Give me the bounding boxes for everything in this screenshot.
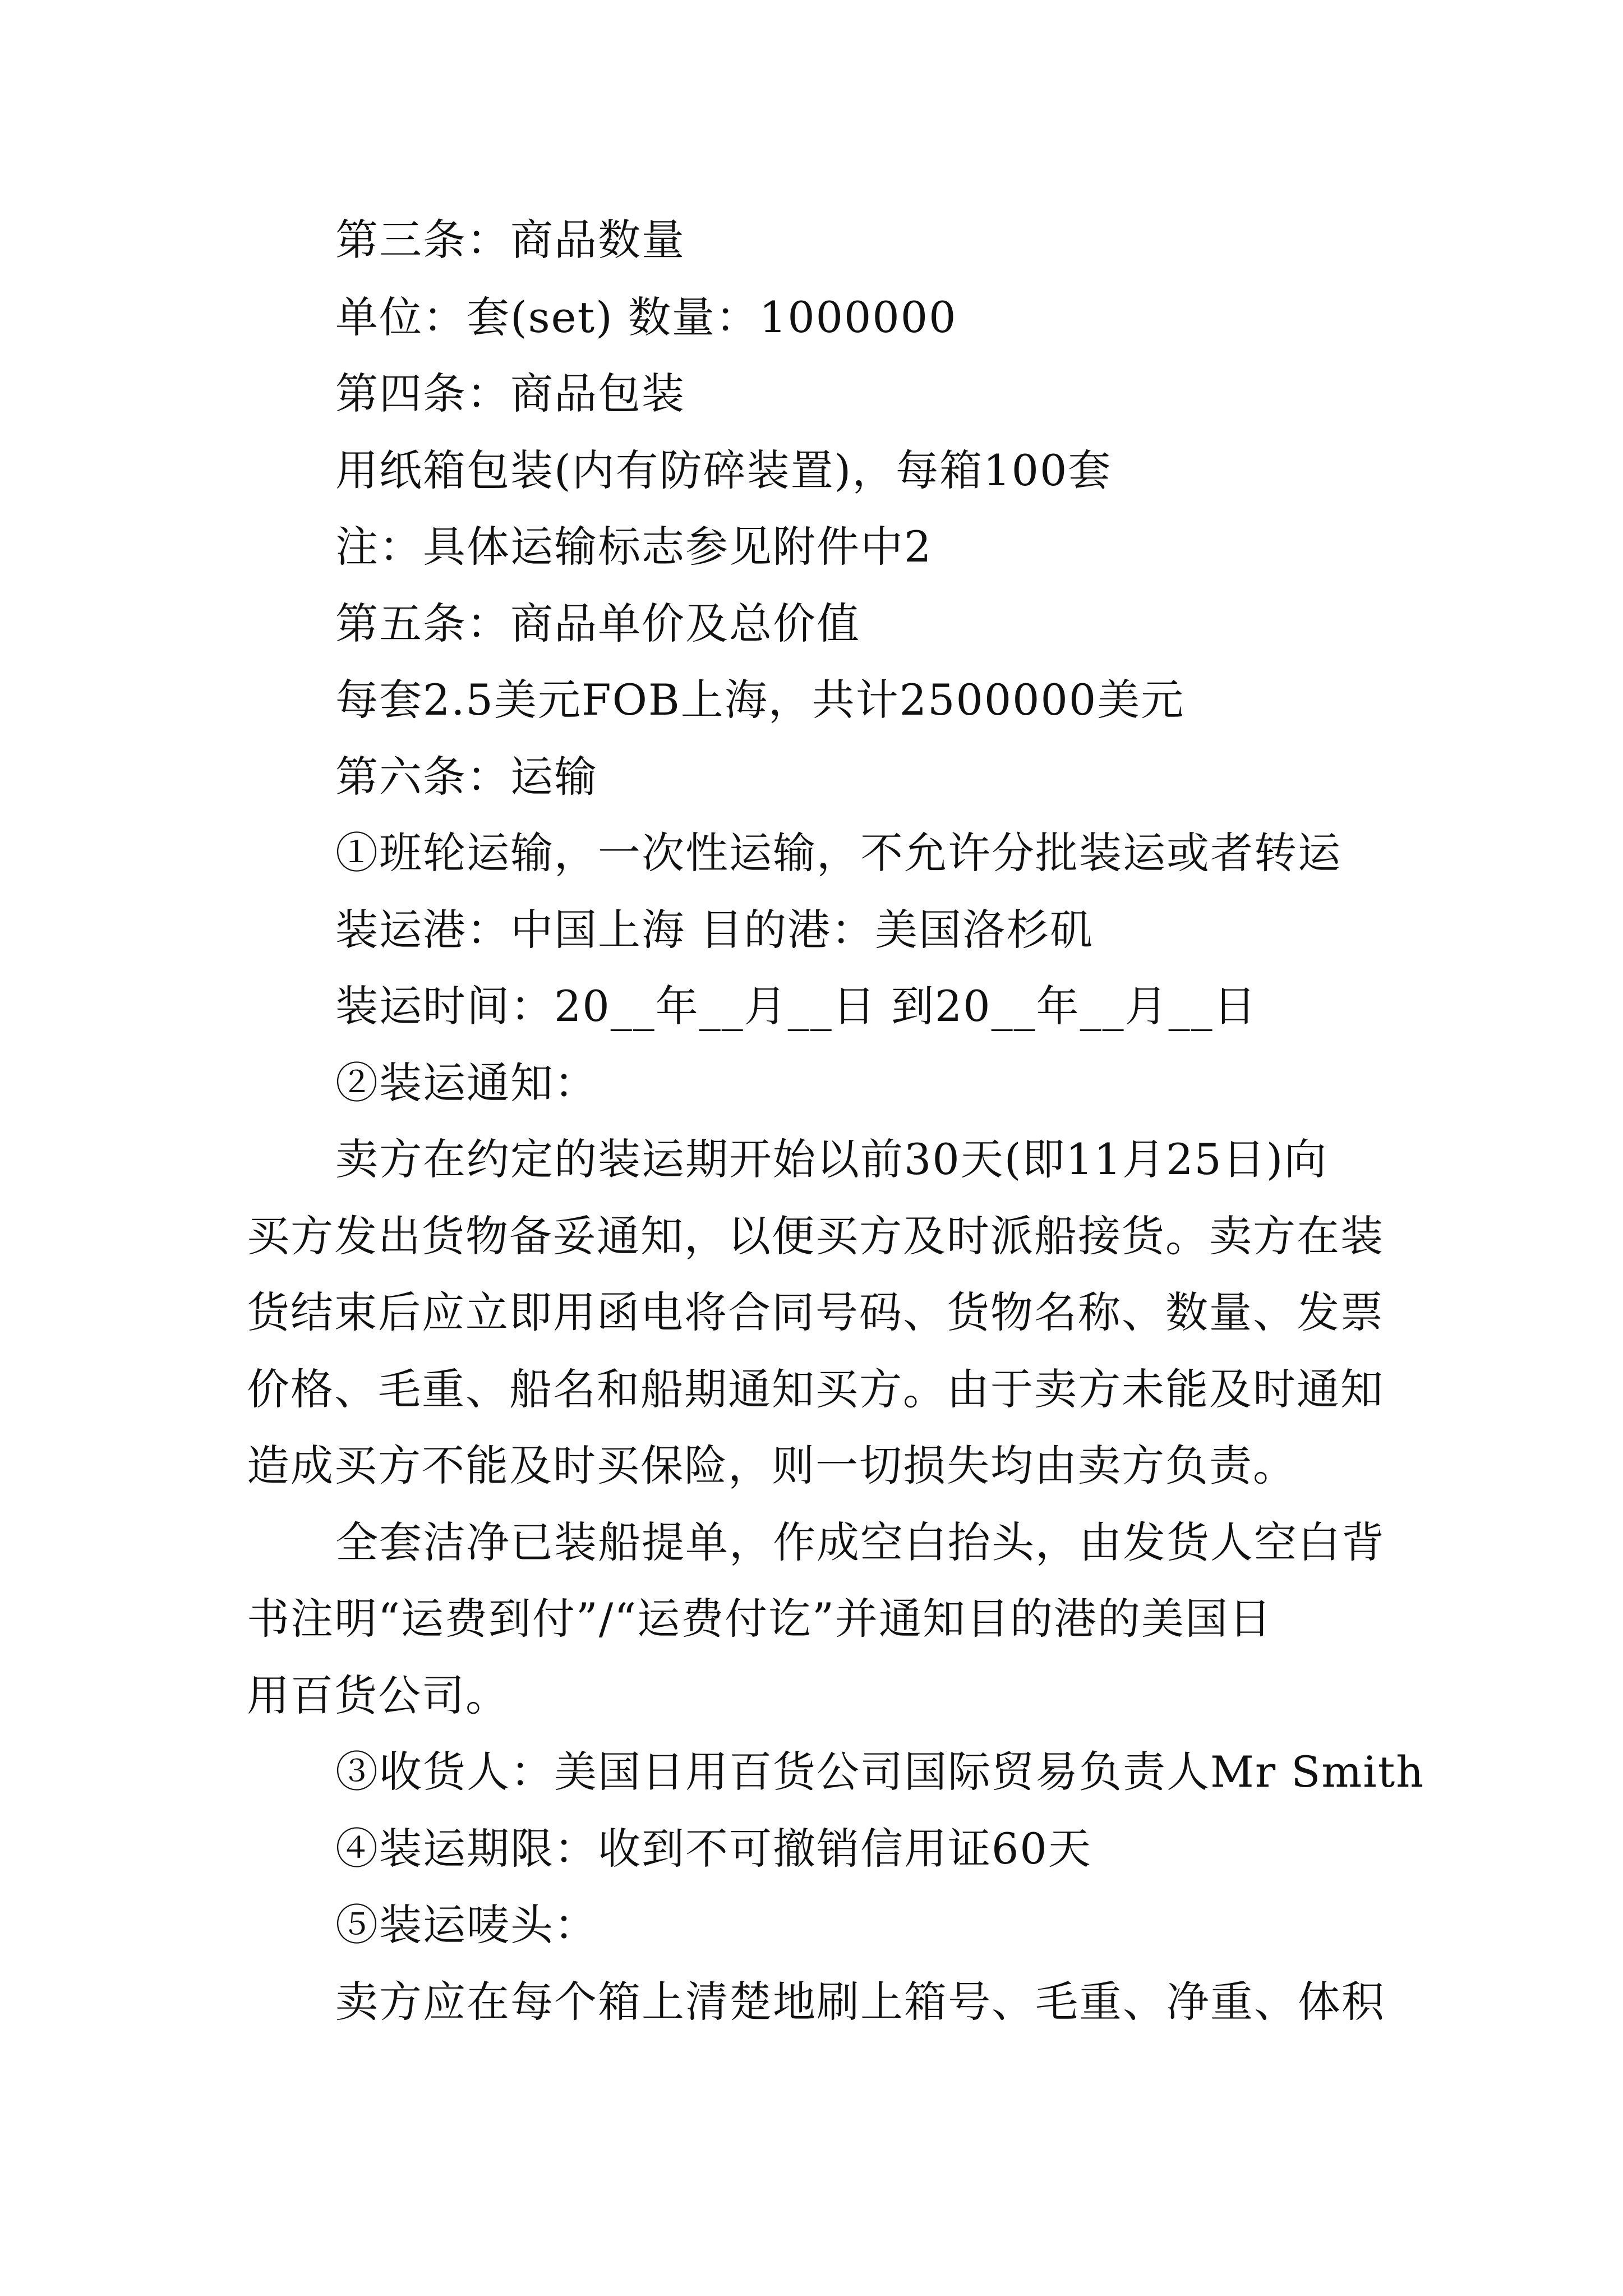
shipping-item-2: ②装运通知： [335,1058,598,1108]
article-4-heading: 第四条：商品包装 [335,369,685,418]
article-6-heading: 第六条：运输 [335,752,598,802]
ports-line: 装运港：中国上海 目的港：美国洛杉矶 [335,905,1094,955]
paragraph-line: 书注明“运费到付”/“运费付讫”并通知目的港的美国日 [247,1594,1273,1644]
shipping-item-3: ③收货人：美国日用百货公司国际贸易负责人Mr Smith [335,1747,1425,1797]
paragraph-line: 货结束后应立即用函电将合同号码、货物名称、数量、发票 [247,1287,1384,1337]
paragraph-line: 用百货公司。 [247,1671,509,1720]
price-line: 每套2.5美元FOB上海，共计2500000美元 [335,675,1185,725]
paragraph-line: 全套洁净已装船提单，作成空白抬头，由发货人空白背 [335,1517,1385,1567]
paragraph-line: 卖方应在每个箱上清楚地刷上箱号、毛重、净重、体积 [335,1977,1385,2027]
paragraph-line: 造成买方不能及时买保险，则一切损失均由卖方负责。 [247,1441,1297,1490]
article-5-heading: 第五条：商品单价及总价值 [335,599,860,648]
packing-line: 用纸箱包装(内有防碎装置)，每箱100套 [335,445,1112,495]
paragraph-line: 价格、毛重、船名和船期通知买方。由于卖方未能及时通知 [247,1364,1384,1414]
shipment-time-line: 装运时间：20__年__月__日 到20__年__月__日 [335,981,1257,1031]
shipping-item-4: ④装运期限：收到不可撤销信用证60天 [335,1824,1092,1874]
shipping-item-5: ⑤装运唛头： [335,1900,598,1950]
shipping-item-1: ①班轮运输，一次性运输，不允许分批装运或者转运 [335,828,1341,878]
article-3-heading: 第三条：商品数量 [335,215,685,265]
quantity-line: 单位：套(set) 数量：1000000 [335,292,957,342]
paragraph-line: 卖方在约定的装运期开始以前30天(即11月25日)向 [335,1134,1328,1184]
note-line: 注：具体运输标志参见附件中2 [335,522,933,572]
paragraph-line: 买方发出货物备妥通知，以便买方及时派船接货。卖方在装 [247,1211,1384,1261]
